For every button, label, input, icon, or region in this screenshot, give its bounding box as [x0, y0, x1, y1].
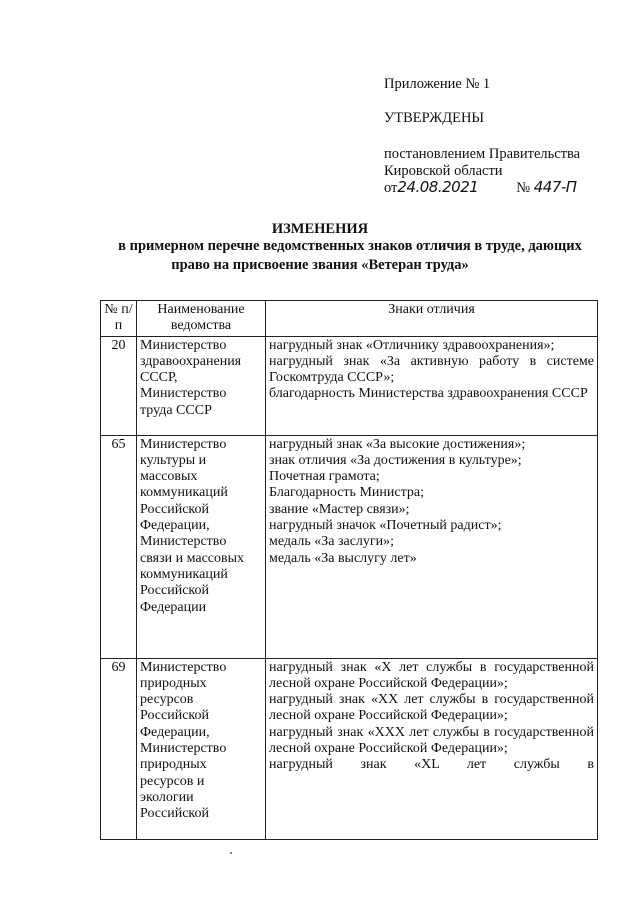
document-subtitle-line-2: право на присвоение звания «Ветеран труда» — [171, 257, 469, 273]
row-number: 20 — [101, 336, 137, 435]
department-line: ресурсов и — [140, 773, 205, 789]
department-cell — [137, 658, 266, 839]
document-subtitle-line-1: в примерном перечне ведомственных знаков отличия в труде, дающих — [118, 238, 582, 254]
award-item: медаль «За заслуги»; — [269, 534, 395, 550]
department-line: Российской — [140, 708, 209, 724]
document-title: ИЗМЕНЕНИЯ — [271, 221, 369, 237]
header-number: № п/п — [101, 301, 137, 337]
awards-cell — [266, 658, 598, 839]
department-cell — [137, 336, 266, 435]
decree-line-2: Кировской области — [384, 163, 503, 179]
department-line: Федерации — [140, 599, 207, 615]
awards-cell — [266, 435, 598, 658]
department-line: ресурсов — [140, 692, 194, 708]
approved-label: УТВЕРЖДЕНЫ — [384, 110, 485, 126]
department-line: Министерство — [140, 436, 227, 452]
department-line: Федерации, — [140, 518, 210, 534]
department-line: Министерство — [140, 534, 227, 550]
handwritten-date: 24.08.2021 — [397, 178, 479, 196]
award-item: нагрудный знак «X лет службы в государственной лесной охране Российской Федерации»; — [269, 659, 594, 691]
department-line: Федерации, — [140, 724, 210, 740]
table-header-row — [101, 301, 598, 337]
department-line: Российской — [140, 501, 209, 517]
header-department: Наименование ведомства — [137, 301, 266, 337]
award-item: нагрудный знак «XL лет службы в — [269, 757, 594, 773]
department-line: Российской — [140, 583, 209, 599]
award-item: нагрудный знак «За активную работу в системе Госкомтруда СССР»; — [269, 353, 594, 386]
award-item: нагрудный значок «Почетный радист»; — [269, 518, 502, 534]
award-item: благодарность Министерства здравоохранения СССР — [269, 386, 588, 402]
table-row — [101, 435, 598, 658]
department-line: культуры и — [140, 452, 207, 468]
award-item: медаль «За выслугу лет» — [269, 550, 417, 566]
department-line: здравоохранения — [140, 353, 242, 369]
department-line: массовых — [140, 469, 198, 485]
award-item: нагрудный знак «XXX лет службы в государственной лесной охране Российской Федерации»; — [269, 724, 594, 757]
awards-cell — [266, 336, 598, 435]
award-item: знак отличия «За достижения в культуре»; — [269, 452, 522, 468]
department-line: Министерство — [140, 659, 227, 675]
department-line: коммуникаций — [140, 485, 228, 501]
decree-date-line — [384, 179, 577, 197]
table-row — [101, 336, 598, 435]
row-number: 69 — [101, 658, 137, 839]
changes-table — [100, 300, 598, 840]
row-number: 65 — [101, 435, 137, 658]
award-item: звание «Мастер связи»; — [269, 501, 410, 517]
award-item: Почетная грамота; — [269, 469, 380, 485]
award-item: нагрудный знак «За высокие достижения»; — [269, 436, 526, 452]
department-line: природных — [140, 675, 207, 691]
number-prefix: № — [516, 180, 531, 196]
department-line: коммуникаций — [140, 566, 228, 582]
appendix-label: Приложение № 1 — [384, 76, 491, 92]
award-item: нагрудный знак «XX лет службы в государственной лесной охране Российской Федерации»; — [269, 692, 594, 724]
department-line: природных — [140, 757, 207, 773]
department-line: СССР, — [140, 370, 178, 386]
department-line: экологии — [140, 789, 194, 805]
table-row — [101, 658, 598, 839]
department-cell — [137, 435, 266, 658]
department-line: Российской — [140, 806, 209, 822]
decree-line-1: постановлением Правительства — [384, 146, 581, 162]
department-line: Министерство — [140, 337, 227, 353]
header-awards: Знаки отличия — [266, 301, 598, 337]
department-line: Министерство — [140, 741, 227, 757]
department-line: Министерство — [140, 386, 227, 402]
handwritten-number: 447-П — [533, 178, 577, 196]
department-line: труда СССР — [140, 402, 212, 418]
department-line: связи и массовых — [140, 550, 245, 566]
date-prefix: от — [384, 180, 398, 196]
award-item: Благодарность Министра; — [269, 485, 424, 501]
scan-speck — [230, 852, 232, 854]
award-item: нагрудный знак «Отличнику здравоохранения»; — [269, 337, 555, 353]
